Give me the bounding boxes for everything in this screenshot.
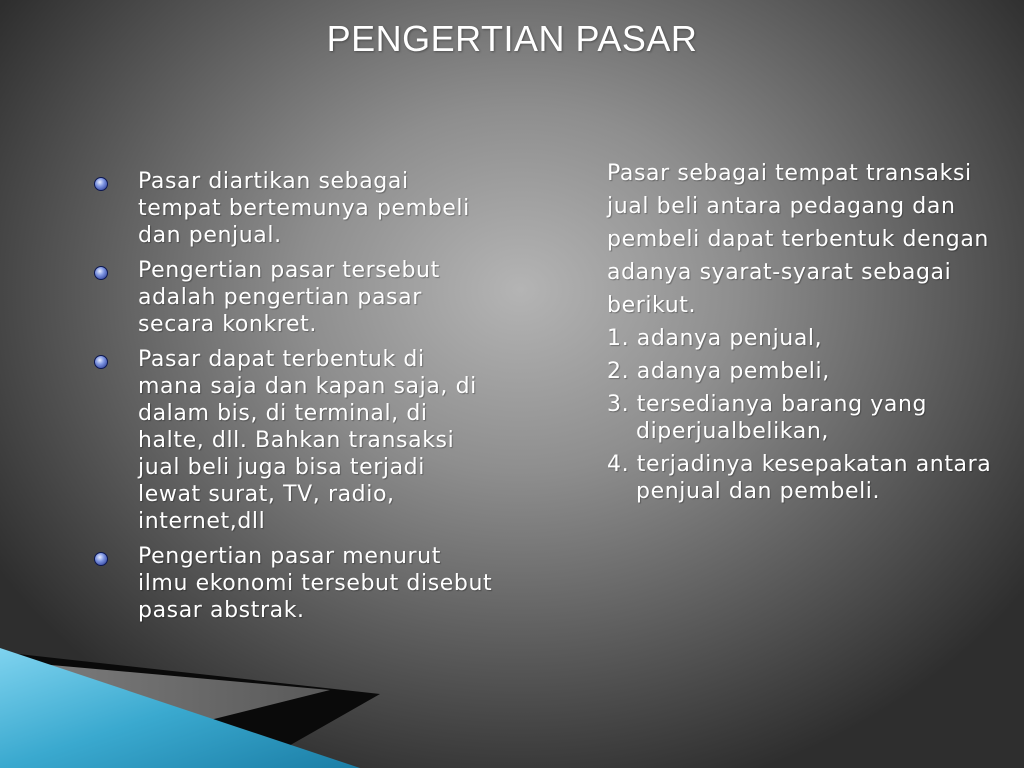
list-line: 4. terjadinya kesepakatan antara penjual dan pembeli. (607, 452, 992, 504)
slide-title: PENGERTIAN PASAR (326, 18, 698, 59)
paragraph-line: adanya syarat-syarat sebagai (607, 260, 952, 285)
bullet-text: Pengertian pasar tersebut adalah pengertian pasar secara konkret. (138, 258, 440, 337)
list-line: 1. adanya penjual, (607, 326, 823, 351)
list-line: 3. tersedianya barang yang diperjualbelikan, (607, 392, 928, 444)
paragraph-line: Pasar sebagai tempat transaksi (607, 161, 972, 186)
list-line: 2. adanya pembeli, (607, 359, 830, 384)
paragraph-line: jual beli antara pedagang dan (607, 194, 956, 219)
paragraph-line: pembeli dapat terbentuk dengan (607, 227, 989, 252)
bullet-text: Pengertian pasar menurut ilmu ekonomi tersebut disebut pasar abstrak. (138, 544, 493, 623)
paragraph-line: berikut. (607, 293, 697, 318)
bullet-text: Pasar diartikan sebagai tempat bertemunya pembeli dan penjual. (138, 169, 470, 248)
bullet-text: Pasar dapat terbentuk di mana saja dan kapan saja, di dalam bis, di terminal, di halte, dll. Bahkan transaksi jual beli juga bisa terjadi lewat surat, TV, radio, internet,dll (138, 347, 477, 534)
